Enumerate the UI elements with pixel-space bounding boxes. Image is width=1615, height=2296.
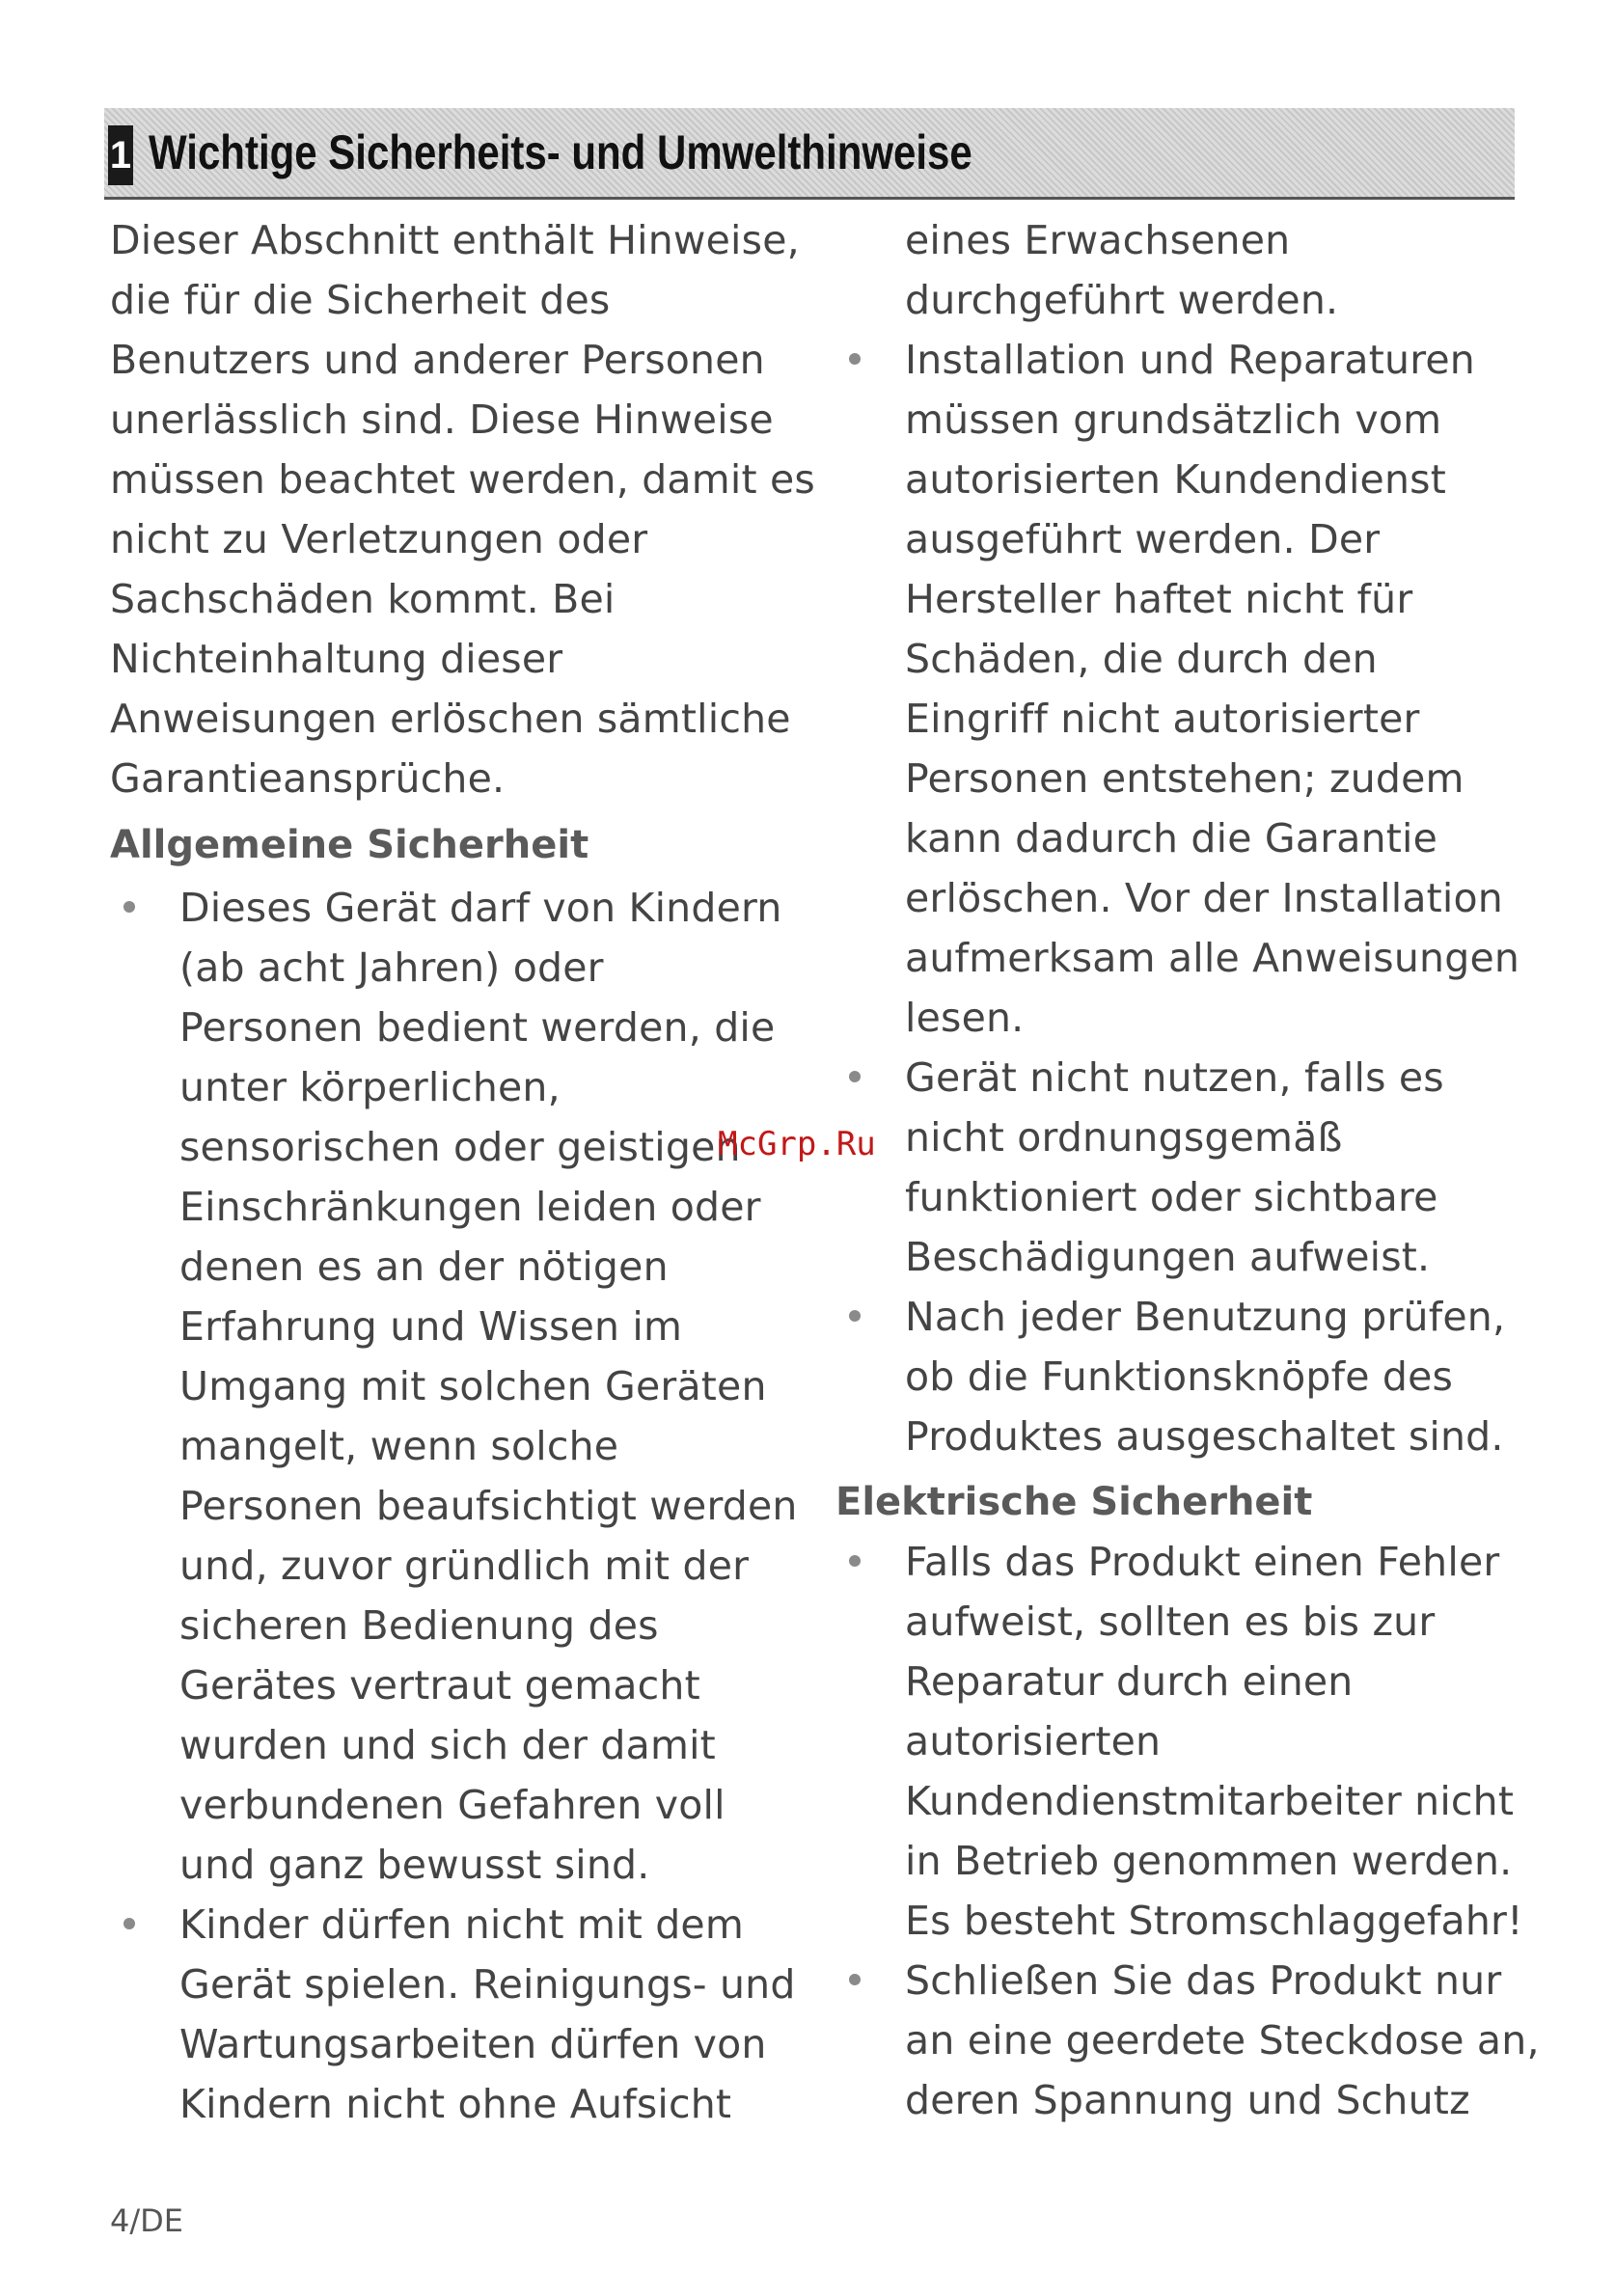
bullet-line: Erfahrung und Wissen im (179, 1303, 683, 1350)
intro-line: Dieser Abschnitt enthält Hinweise, (110, 217, 800, 263)
bullet-line: unter körperlichen, (179, 1064, 561, 1110)
bullet-line: Wartungsarbeiten dürfen von (179, 2021, 767, 2067)
bullet-line: verbundenen Gefahren voll (179, 1782, 725, 1828)
bullet-line: erlöschen. Vor der Installation (905, 875, 1503, 921)
bullet-line: denen es an der nötigen (179, 1244, 669, 1290)
bullet-line: sicheren Bedienung des (179, 1602, 659, 1649)
bullet-line: Beschädigungen aufweist. (905, 1234, 1431, 1280)
bullet-line: Es besteht Stromschlaggefahr! (905, 1898, 1523, 1944)
bullet-line: in Betrieb genommen werden. (905, 1838, 1513, 1884)
intro-line: Nichteinhaltung dieser (110, 636, 563, 682)
bullet-line: Reparatur durch einen (905, 1658, 1354, 1705)
bullet-line: ausgeführt werden. Der (905, 516, 1381, 562)
bullet-line: ob die Funktionsknöpfe des (905, 1353, 1454, 1400)
watermark: McGrp.Ru (718, 1125, 876, 1163)
bullet-line: Kindern nicht ohne Aufsicht (179, 2081, 732, 2127)
bullet-line: Hersteller haftet nicht für (905, 576, 1413, 622)
continued-line: eines Erwachsenen (905, 217, 1291, 263)
intro-line: unerlässlich sind. Diese Hinweise (110, 396, 774, 443)
bullet-icon (849, 1310, 861, 1322)
bullet-icon (849, 1974, 861, 1985)
bullet-line: Gerätes vertraut gemacht (179, 1662, 700, 1708)
bullet-line: nicht ordnungsgemäß (905, 1114, 1343, 1161)
bullet-icon (123, 901, 135, 913)
bullet-line: funktioniert oder sichtbare (905, 1174, 1438, 1220)
bullet-line: Installation und Reparaturen (905, 337, 1475, 383)
bullet-line: Kinder dürfen nicht mit dem (179, 1901, 744, 1948)
bullet-line: Personen entstehen; zudem (905, 755, 1464, 802)
page-number: 4/DE (110, 2202, 183, 2239)
bullet-icon (123, 1918, 135, 1929)
bullet-line: Personen bedient werden, die (179, 1004, 776, 1051)
intro-line: die für die Sicherheit des (110, 277, 611, 323)
bullet-line: sensorischen oder geistigen (179, 1124, 741, 1170)
bullet-line: und ganz bewusst sind. (179, 1842, 650, 1888)
bullet-line: Kundendienstmitarbeiter nicht (905, 1778, 1515, 1824)
bullet-line: Schäden, die durch den (905, 636, 1378, 682)
intro-line: müssen beachtet werden, damit es (110, 456, 815, 503)
bullet-line: kann dadurch die Garantie (905, 815, 1438, 861)
intro-line: Sachschäden kommt. Bei (110, 576, 616, 622)
bullet-line: und, zuvor gründlich mit der (179, 1543, 750, 1589)
bullet-icon (849, 353, 861, 365)
bullet-line: deren Spannung und Schutz (905, 2077, 1470, 2123)
bullet-line: aufweist, sollten es bis zur (905, 1599, 1436, 1645)
bullet-line: Produktes ausgeschaltet sind. (905, 1413, 1504, 1460)
bullet-line: an eine geerdete Steckdose an, (905, 2017, 1540, 2064)
bullet-line: autorisierten Kundendienst (905, 456, 1446, 503)
bullet-line: aufmerksam alle Anweisungen (905, 935, 1520, 981)
section-heading-general-safety: Allgemeine Sicherheit (110, 823, 589, 867)
bullet-line: Falls das Produkt einen Fehler (905, 1539, 1500, 1585)
bullet-line: autorisierten (905, 1718, 1162, 1764)
section-number: 1 (108, 125, 133, 185)
bullet-line: Dieses Gerät darf von Kindern (179, 885, 782, 931)
bullet-icon (849, 1071, 861, 1082)
bullet-line: Einschränkungen leiden oder (179, 1184, 761, 1230)
bullet-line: wurden und sich der damit (179, 1722, 716, 1768)
bullet-line: lesen. (905, 995, 1025, 1041)
intro-line: Anweisungen erlöschen sämtliche (110, 696, 791, 742)
intro-line: Benutzers und anderer Personen (110, 337, 765, 383)
section-header (104, 108, 1515, 200)
section-heading-electrical-safety: Elektrische Sicherheit (835, 1480, 1313, 1524)
bullet-line: Personen beaufsichtigt werden (179, 1483, 798, 1529)
bullet-line: mangelt, wenn solche (179, 1423, 619, 1469)
bullet-line: (ab acht Jahren) oder (179, 944, 604, 991)
continued-line: durchgeführt werden. (905, 277, 1339, 323)
bullet-line: Nach jeder Benutzung prüfen, (905, 1294, 1506, 1340)
bullet-line: müssen grundsätzlich vom (905, 396, 1442, 443)
intro-line: nicht zu Verletzungen oder (110, 516, 648, 562)
intro-line: Garantieansprüche. (110, 755, 506, 802)
bullet-icon (849, 1555, 861, 1567)
bullet-line: Eingriff nicht autorisierter (905, 696, 1420, 742)
section-title: Wichtige Sicherheits- und Umwelthinweise (149, 125, 972, 179)
bullet-line: Schließen Sie das Produkt nur (905, 1957, 1502, 2004)
bullet-line: Gerät spielen. Reinigungs- und (179, 1961, 796, 2008)
bullet-line: Umgang mit solchen Geräten (179, 1363, 767, 1409)
bullet-line: Gerät nicht nutzen, falls es (905, 1054, 1444, 1101)
